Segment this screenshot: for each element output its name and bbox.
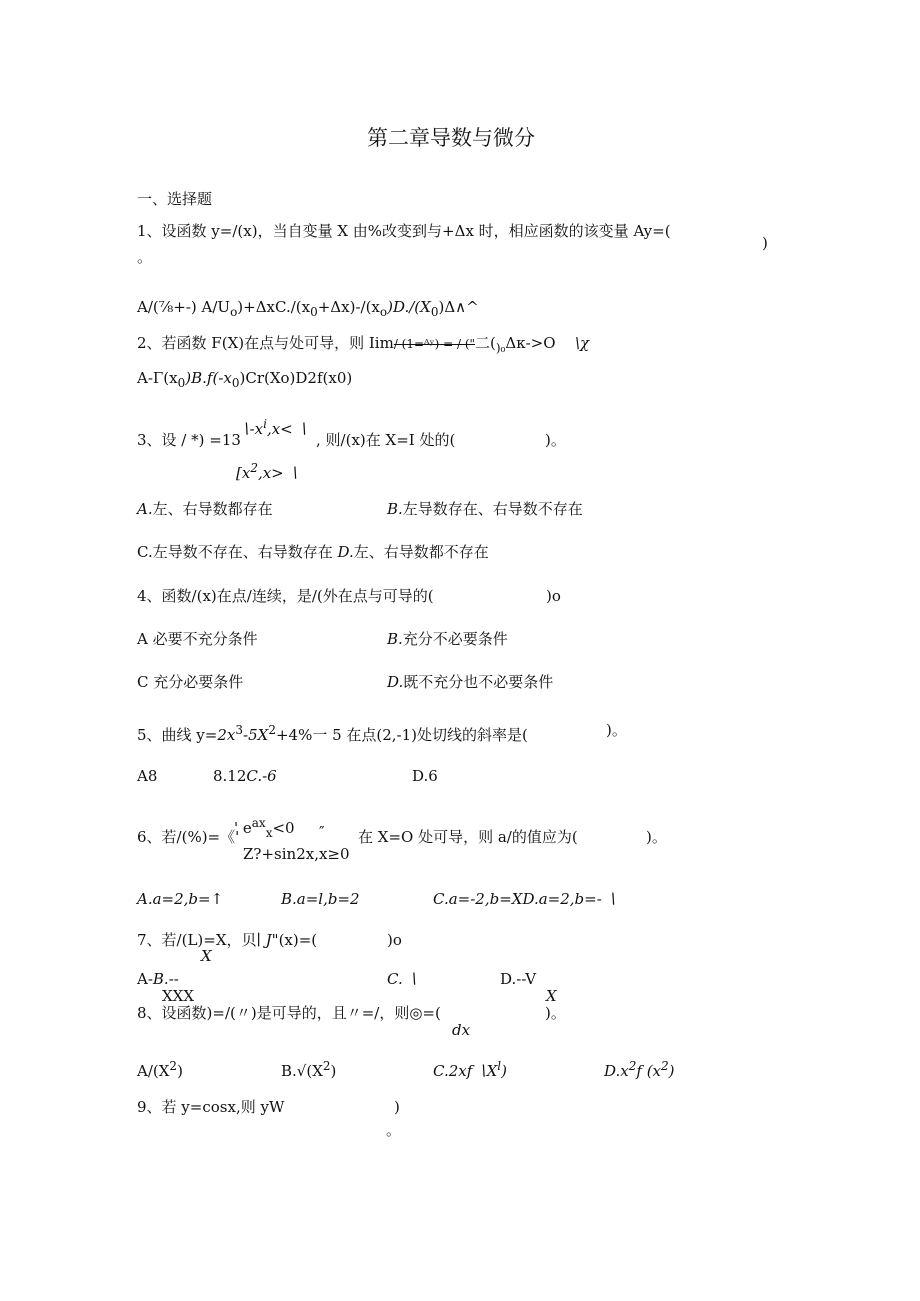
question-6-piecewise-bottom: Z?+sin2x,x≥0: [243, 845, 350, 863]
question-5-option-a: A8: [137, 767, 158, 785]
question-4-option-d: D.既不充分也不必要条件: [387, 673, 554, 691]
question-4-option-b: B.充分不必要条件: [387, 630, 508, 648]
question-7-option-denominator: XXX: [162, 987, 195, 1005]
question-8-option-c: C.2xf $∖X^l$): [433, 1059, 507, 1080]
question-9-period: 。: [386, 1121, 402, 1139]
question-6-piecewise-top: ' $e^{ax}_x<0$: [234, 816, 295, 840]
question-6-stem: 6、若/(%)=《': [137, 828, 240, 846]
question-7-stem: 7、若/(L)=X，贝∣ J"(x)=(: [137, 931, 318, 949]
question-9-close-paren: ): [394, 1098, 400, 1116]
question-6-option-cd: C.a=-2,b=XD.a=2,b=- ∖: [433, 890, 617, 908]
question-7-option-d: D.--V: [500, 970, 537, 988]
question-3-stem: 3、设 / *) =13: [137, 431, 241, 449]
question-5-close-paren: )。: [606, 721, 627, 739]
question-4-option-c: C 充分必要条件: [137, 673, 244, 691]
question-8-dx: dx: [452, 1021, 471, 1039]
question-6-option-b: B.a=l,b=2: [281, 890, 360, 908]
question-7-option-c: C. ∖: [387, 970, 418, 988]
question-4-stem: 4、函数/(x)在点/连续，是/(外在点与可导的(: [137, 587, 434, 605]
question-8-option-a: $A/(X^2)$: [137, 1059, 183, 1080]
question-5-stem: 5、曲线 $y=2x^3-5X^2+4\%$一 5 在点(2,-1)处切线的斜率是(: [137, 723, 528, 744]
section-heading: 一、选择题: [137, 190, 213, 208]
question-6-stem-mid: 在 X=O 处可导，则 a/的值应为(: [358, 828, 578, 846]
question-7-x-under: X: [201, 947, 212, 965]
page-title: 第二章导数与微分: [367, 126, 535, 150]
question-8-stem: 8、设函数)=/(〃)是可导的，且〃=/，则◎=(: [137, 1004, 441, 1022]
question-3-option-a: A.左、右导数都存在: [137, 500, 273, 518]
question-5-option-d: D.6: [412, 767, 438, 785]
question-8-option-d: $D.x^2f$ $(x^2)$: [604, 1059, 675, 1080]
question-3-close-paren: )。: [545, 431, 566, 449]
question-3-option-cd: C.左导数不存在、右导数存在 D.左、右导数都不存在: [137, 543, 489, 561]
question-7-option-d-denominator: X: [546, 987, 557, 1005]
question-9-stem: 9、若 y=cosx,则 yW: [137, 1098, 285, 1116]
question-2-end-mark: \χ: [575, 334, 590, 352]
question-3-option-b: B.左导数存在、右导数不存在: [387, 500, 583, 518]
question-4-close-paren: )o: [546, 587, 561, 605]
question-2-stem: 2、若函数 F(X)在点与处可导，则 Iim/ (1=ᴬʸ) = / ("二($_{)_0}\Delta\kappa->O$: [137, 334, 556, 355]
question-1-options: A/(⅞+-) $A/U_o)+\Delta xC./(x_0+\Delta x)-/(x_o)D./(X_0)\Delta\wedge\^{}$: [137, 298, 479, 319]
question-1-stem: 1、设函数 y=/(x)，当自变量 X 由%改变到与+Δx 时，相应函数的该变量 Ay=(: [137, 222, 671, 240]
question-1-close-paren: ): [762, 234, 768, 252]
question-6-quote: ″: [319, 823, 325, 841]
question-6-close-paren: )。: [646, 828, 667, 846]
question-4-option-a: A 必要不充分条件: [137, 630, 258, 648]
question-8-option-b: $B.√(X^2)$: [281, 1059, 337, 1080]
question-6-option-a: A.a=2,b=↑: [137, 890, 224, 908]
question-2-options: $A-\Gamma(x_0)B.f(-x_0)Cr(Xo)D2f(x0)$: [137, 369, 353, 390]
question-3-stem-mid: , 则/(x)在 X=I 处的(: [316, 431, 456, 449]
question-7-close-paren: )o: [387, 931, 402, 949]
question-3-piecewise-top: $∖-x^i,x<$ ∖: [240, 417, 308, 438]
question-3-piecewise-bottom: [$x^2,x>$ ∖: [236, 461, 299, 482]
question-5-option-bc: 8.12C.-6: [213, 767, 277, 785]
question-7-option-ab: A-B.--: [137, 970, 179, 988]
question-1-period: 。: [137, 248, 153, 266]
question-8-close-paren: )。: [545, 1004, 566, 1022]
